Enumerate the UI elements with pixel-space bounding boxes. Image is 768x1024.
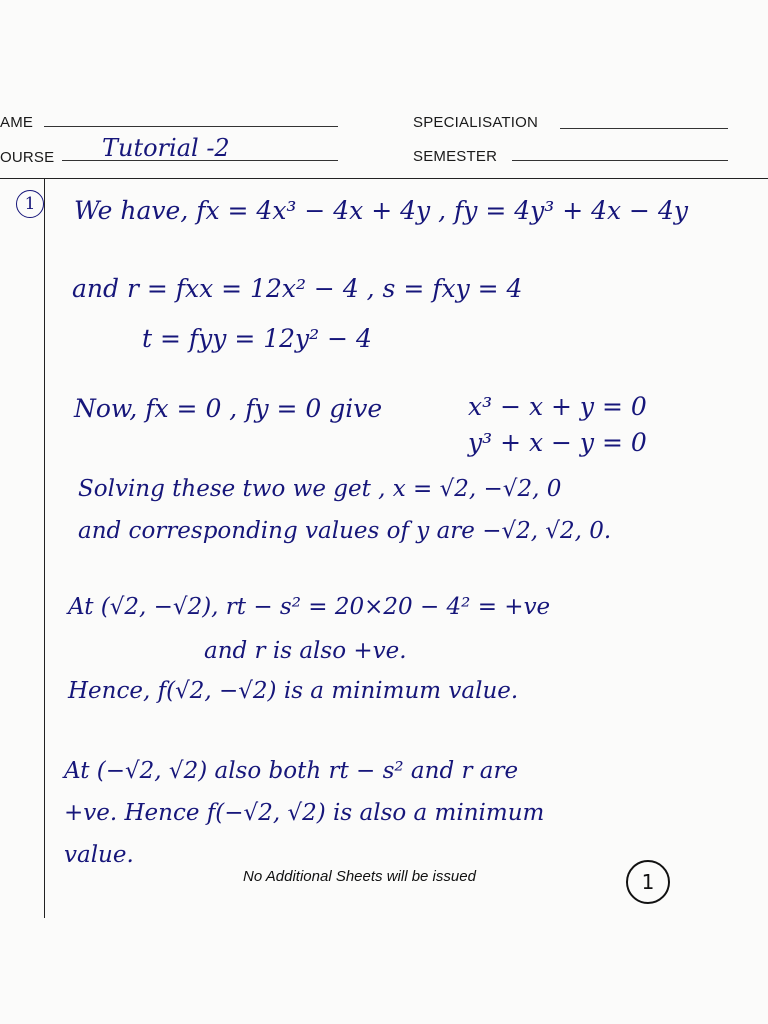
specialisation-line bbox=[560, 128, 728, 129]
handwritten-line: t = fyy = 12y² − 4 bbox=[142, 324, 372, 353]
course-value: Tutorial -2 bbox=[102, 134, 230, 162]
semester-line bbox=[512, 160, 728, 161]
name-label: AME bbox=[0, 114, 34, 131]
handwritten-line: At (√2, −√2), rt − s² = 20×20 − 4² = +ve bbox=[68, 594, 551, 620]
handwritten-line: value. bbox=[64, 842, 134, 868]
semester-label: SEMESTER bbox=[413, 148, 498, 165]
margin-rule bbox=[44, 178, 45, 918]
footer-note: No Additional Sheets will be issued bbox=[243, 868, 476, 885]
handwritten-line: Hence, f(√2, −√2) is a minimum value. bbox=[68, 678, 519, 704]
handwritten-line: Now, fx = 0 , fy = 0 give bbox=[74, 394, 383, 423]
top-rule bbox=[0, 178, 768, 179]
name-line bbox=[44, 126, 338, 127]
question-number: 1 bbox=[16, 190, 44, 218]
specialisation-label: SPECIALISATION bbox=[413, 114, 539, 131]
handwritten-line: and corresponding values of y are −√2, √2, 0. bbox=[78, 518, 612, 544]
course-label: OURSE bbox=[0, 149, 55, 166]
handwritten-line: x³ − x + y = 0 bbox=[468, 392, 647, 421]
handwritten-line: At (−√2, √2) also both rt − s² and r are bbox=[64, 758, 519, 784]
handwritten-line: y³ + x − y = 0 bbox=[468, 428, 647, 457]
handwritten-line: We have, fx = 4x³ − 4x + 4y , fy = 4y³ + 4x − 4y bbox=[74, 196, 688, 225]
handwritten-line: Solving these two we get , x = √2, −√2, 0 bbox=[78, 476, 562, 502]
handwritten-line: and r is also +ve. bbox=[204, 638, 407, 664]
handwritten-line: and r = fxx = 12x² − 4 , s = fxy = 4 bbox=[72, 274, 523, 303]
page-number: 1 bbox=[626, 860, 670, 904]
handwritten-line: +ve. Hence f(−√2, √2) is also a minimum bbox=[64, 800, 545, 826]
